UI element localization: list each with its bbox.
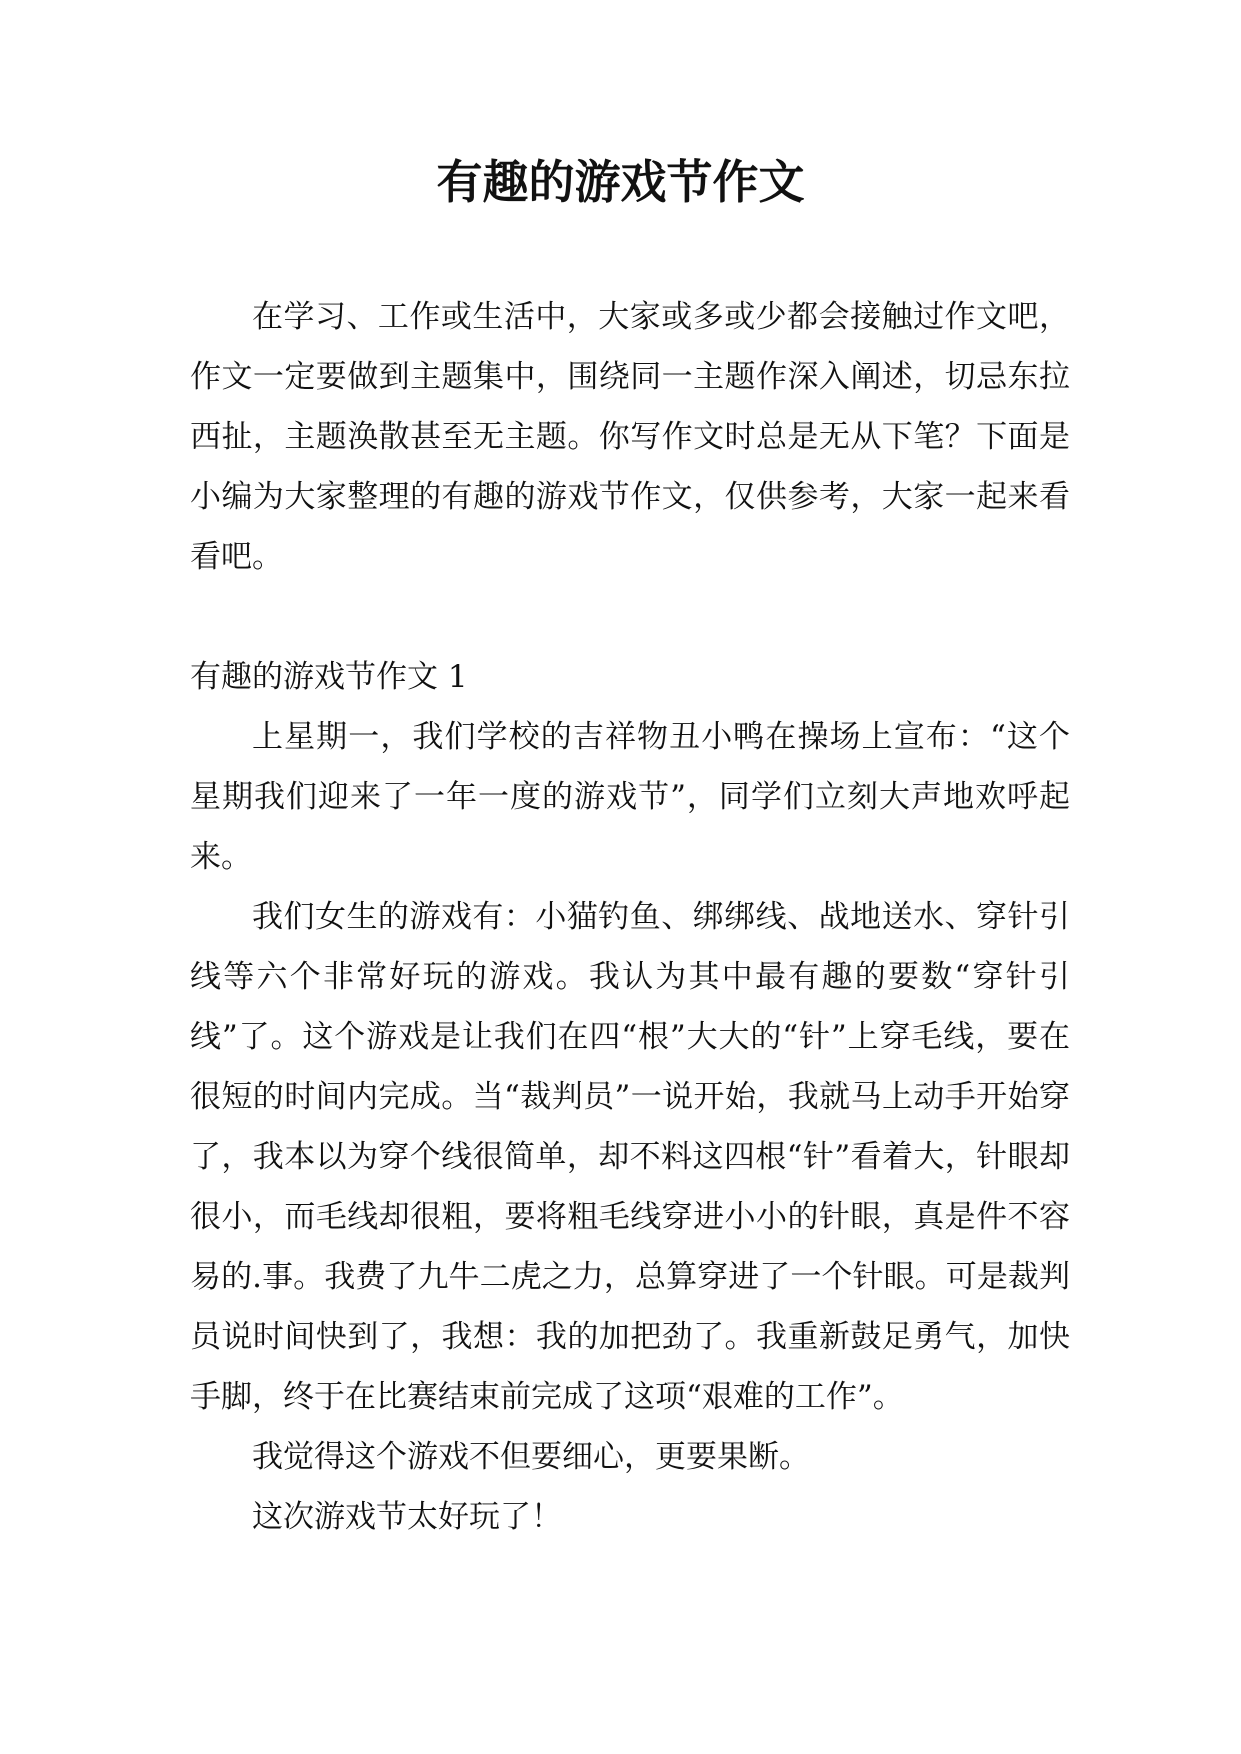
document-body <box>190 287 1070 1547</box>
section-heading: 有趣的游戏节作文 1 <box>190 659 468 695</box>
body-paragraph: 我们女生的游戏有：小猫钓鱼、绑绑线、战地送水、穿针引线等六个非常好玩的游戏。我认为其中最有趣的要数“穿针引线”了。这个游戏是让我们在四“根”大大的“针”上穿毛线，要在很短的时间内完成。当“裁判员”一说开始，我就马上动手开始穿了，我本以为穿个线很简单，却不料这四根“针”看着大，针眼却很小，而毛线却很粗，要将粗毛线穿进小小的针眼，真是件不容易的.事。我费了九牛二虎之力，总算穿进了一个针眼。可是裁判员说时间快到了，我想：我的加把劲了。我重新鼓足勇气，加快手脚，终于在比赛结束前完成了这项“艰难的工作”。 <box>190 899 1070 1415</box>
intro-paragraph: 在学习、工作或生活中，大家或多或少都会接触过作文吧，作文一定要做到主题集中，围绕同一主题作深入阐述，切忌东拉西扯，主题涣散甚至无主题。你写作文时总是无从下笔？下面是小编为大家整理的有趣的游戏节作文，仅供参考，大家一起来看看吧。 <box>190 299 1070 575</box>
body-paragraph: 上星期一，我们学校的吉祥物丑小鸭在操场上宣布：“这个星期我们迎来了一年一度的游戏节”，同学们立刻大声地欢呼起来。 <box>190 719 1070 875</box>
body-paragraph: 这次游戏节太好玩了！ <box>252 1499 562 1535</box>
document-title: 有趣的游戏节作文 <box>436 155 805 209</box>
body-paragraph: 我觉得这个游戏不但要细心，更要果断。 <box>252 1439 810 1475</box>
